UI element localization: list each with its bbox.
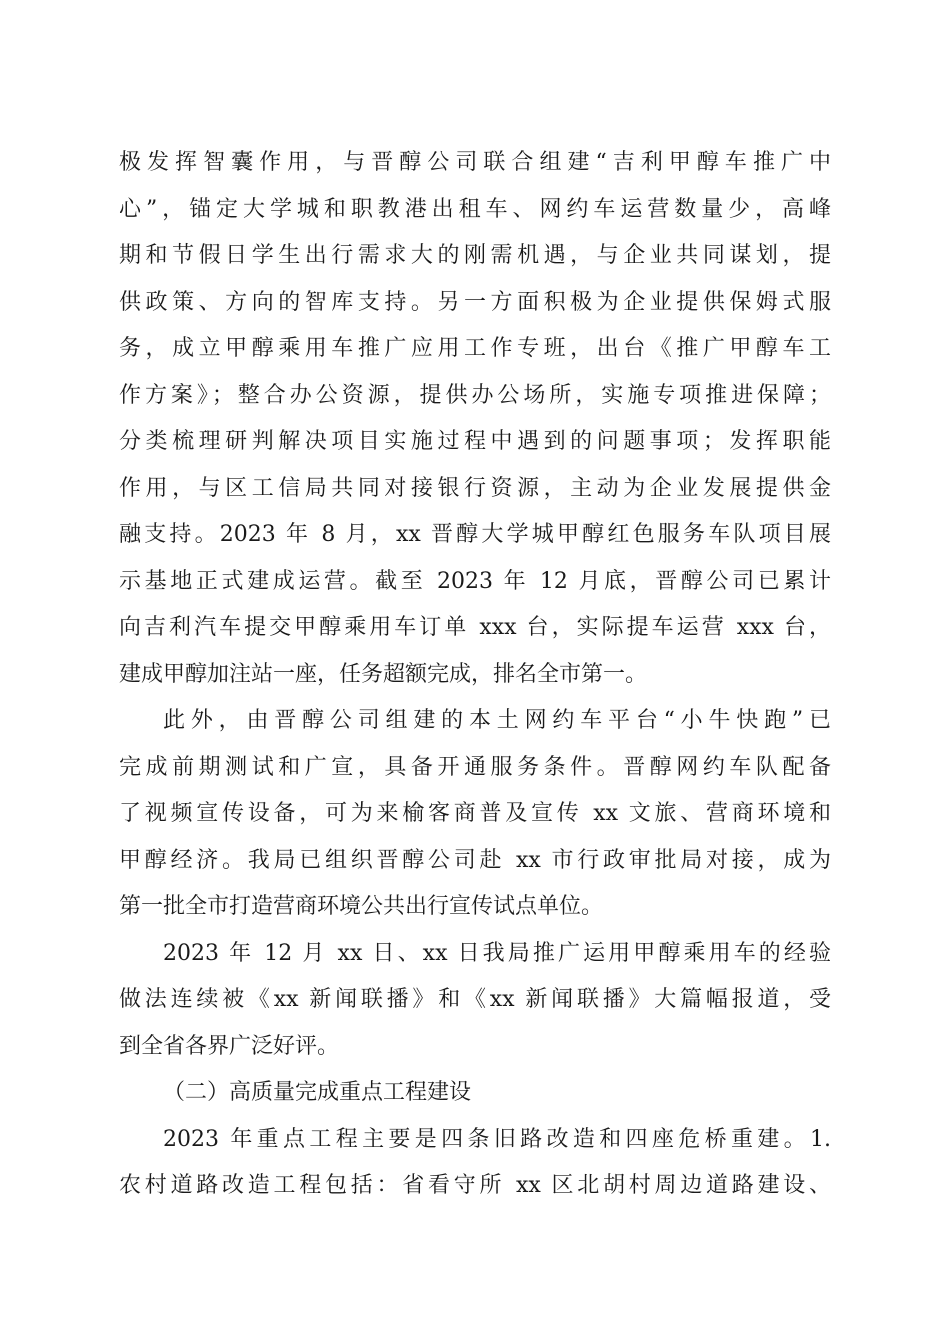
text-line: 此外，由晋醇公司组建的本土网约车平台“小牛快跑”已 bbox=[163, 708, 831, 733]
text-line: 第一批全市打造营商环境公共出行宣传试点单位。 bbox=[119, 894, 604, 919]
text-line: 分类梳理研判解决项目实施过程中遇到的问题事项；发挥职能 bbox=[119, 429, 831, 454]
text-line: 了视频宣传设备，可为来榆客商普及宣传 xx 文旅、营商环境和 bbox=[119, 801, 831, 826]
text-line: 到全省各界广泛好评。 bbox=[119, 1033, 340, 1059]
text-line: 期和节假日学生出行需求大的刚需机遇，与企业共同谋划，提 bbox=[119, 243, 831, 268]
text-line: 作用，与区工信局共同对接银行资源，主动为企业发展提供金 bbox=[119, 475, 831, 501]
text-line: 2023 年重点工程主要是四条旧路改造和四座危桥重建。1. bbox=[163, 1126, 831, 1152]
text-line: 做法连续被《xx 新闻联播》和《xx 新闻联播》大篇幅报道，受 bbox=[119, 987, 831, 1012]
text-line: 建成甲醇加注站一座，任务超额完成，排名全市第一。 bbox=[119, 661, 648, 687]
section-heading: （二）高质量完成重点工程建设 bbox=[163, 1080, 472, 1105]
text-line: 极发挥智囊作用，与晋醇公司联合组建“吉利甲醇车推广中 bbox=[119, 150, 831, 175]
text-line: 示基地正式建成运营。截至 2023 年 12 月底，晋醇公司已累计 bbox=[119, 568, 831, 594]
text-line: 向吉利汽车提交甲醇乘用车订单 xxx 台，实际提车运营 xxx 台， bbox=[119, 615, 831, 640]
text-line: 心”，锚定大学城和职教港出租车、网约车运营数量少，高峰 bbox=[119, 196, 831, 222]
text-line: 作方案》；整合办公资源，提供办公场所，实施专项推进保障； bbox=[119, 382, 831, 408]
text-line: 完成前期测试和广宣，具备开通服务条件。晋醇网约车队配备 bbox=[119, 754, 831, 780]
text-line: 务，成立甲醇乘用车推广应用工作专班，出台《推广甲醇车工 bbox=[119, 336, 831, 361]
text-line: 农村道路改造工程包括：省看守所 xx 区北胡村周边道路建设、 bbox=[119, 1173, 831, 1198]
text-line: 融支持。2023 年 8 月，xx 晋醇大学城甲醇红色服务车队项目展 bbox=[119, 522, 831, 547]
text-line: 甲醇经济。我局已组织晋醇公司赴 xx 市行政审批局对接，成为 bbox=[119, 847, 831, 873]
text-line: 2023 年 12 月 xx 日、xx 日我局推广运用甲醇乘用车的经验 bbox=[163, 940, 831, 966]
text-line: 供政策、方向的智库支持。另一方面积极为企业提供保姆式服 bbox=[119, 289, 831, 315]
document-body bbox=[119, 140, 831, 1210]
